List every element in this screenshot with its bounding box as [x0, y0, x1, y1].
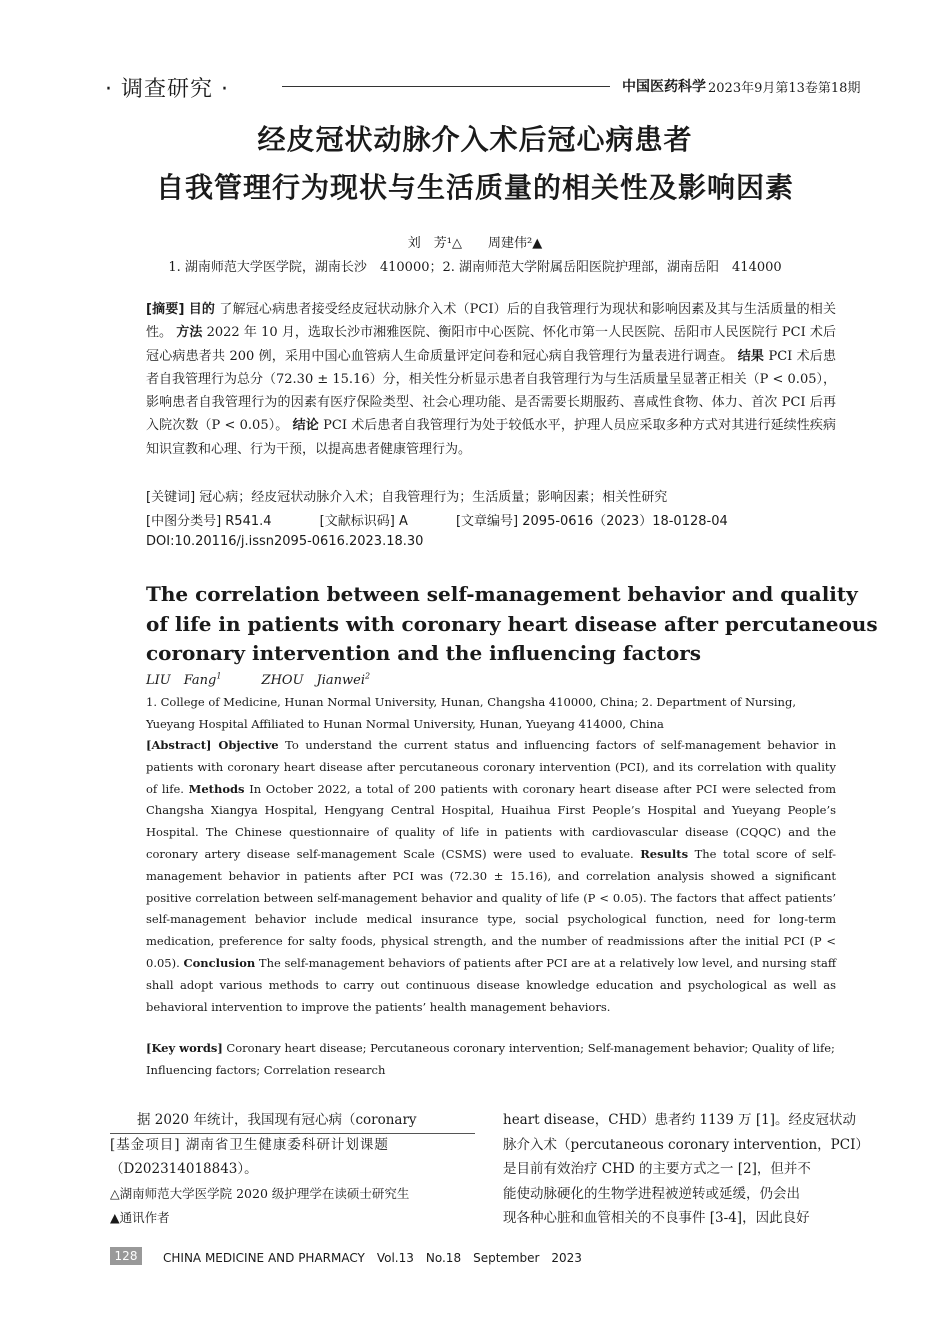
- body-right-line2: 脉介入术（percutaneous coronary intervention，PCI）: [503, 1136, 869, 1153]
- author1: LIU Fang: [146, 673, 217, 688]
- methods-text: 2022 年 10 月，选取长沙市湘雅医院、衡阳市中心医院、怀化市第一人民医院、岳阳市人民医院行 PCI 术后冠心病患者共 200 例，采用中国心血管病人生命质量评定问卷和冠心病自我管理行为量表进行调查。: [146, 325, 836, 364]
- title-cn-line2: 自我管理行为现状与生活质量的相关性及影响因素: [155, 171, 794, 204]
- keywords-label: [关键词]: [146, 490, 196, 505]
- keywords-en: [146, 1038, 836, 1082]
- page-number: 128: [110, 1247, 142, 1265]
- body-right-column: [503, 1108, 868, 1231]
- results-label: 结果: [737, 348, 765, 364]
- footnote-rule: [110, 1133, 475, 1134]
- abstract-cn: [146, 298, 836, 461]
- doc-code: [文献标识码] A: [319, 514, 408, 529]
- body-left-line1: 据 2020 年统计，我国现有冠心病（coronary: [110, 1112, 417, 1128]
- header-rule: [282, 86, 610, 87]
- title-en-line1: The correlation between self-management behavior and quality: [146, 582, 858, 606]
- section-label: · 调查研究 ·: [105, 77, 229, 102]
- body-right-line1: heart disease，CHD）患者约 1139 万 [1]。经皮冠状动: [503, 1112, 857, 1128]
- conclusion-text: PCI 术后患者自我管理行为处于较低水平，护理人员应采取多种方式对其进行延续性疾病知识宣教和心理、行为干预，以提高患者健康管理行为。: [146, 418, 836, 457]
- classification: [146, 510, 772, 529]
- article-number: [文章编号] 2095-0616（2023）18-0128-04: [455, 514, 728, 529]
- doi: DOI:10.20116/j.issn2095-0616.2023.18.30: [146, 534, 424, 549]
- title-en-line2: of life in patients with coronary heart disease after percutaneous: [146, 611, 878, 636]
- results-en: The total score of self-management behavior in patients after PCI was (72.30 ± 15.16), and correlation analysis showed a significant positive correlation between self-management behavior and quality of life (P < 0.05). The factors that affect patients’ self-management behavior include medical insurance type, social psychological function, need for long-term medication, preference for salty foods, physical strength, and the number of readmissions after the initial PCI (P < 0.05).: [146, 846, 836, 970]
- methods-en-label: Methods: [188, 781, 245, 796]
- methods-label: 方法: [176, 325, 203, 341]
- results-text: PCI 术后患者自我管理行为总分（72.30 ± 15.16）分，相关性分析显示患者自我管理行为与生活质量呈显著正相关（P < 0.05），影响患者自我管理行为的因素有医疗保险类型、社会心理功能、是否需要长期服药、喜咸性食物、体力、首次 PCI 后再入院次数（P < 0.05）。: [146, 348, 836, 434]
- issue-info: 2023年9月第13卷第18期: [708, 81, 861, 96]
- footnote-line2: ▲通讯作者: [110, 1210, 170, 1225]
- objective-label: 目的: [188, 302, 216, 317]
- body-right-line5: 现各种心脏和血管相关的不良事件 [3-4]，因此良好: [503, 1210, 810, 1226]
- title-en: [146, 580, 878, 669]
- journal-name: 中国医药科学: [622, 79, 706, 95]
- keywords-text: 冠心病；经皮冠状动脉介入术；自我管理行为；生活质量；影响因素；相关性研究: [199, 490, 668, 505]
- conclusion-label: 结论: [292, 418, 319, 434]
- body-right-line4: 能使动脉硬化的生物学进程被逆转或延缓，仍会出: [503, 1185, 800, 1202]
- abstract-label: [摘要]: [146, 302, 185, 317]
- authors-cn: 刘 芳¹△ 周建伟²▲: [407, 236, 543, 251]
- methods-en: In October 2022, a total of 200 patients with coronary heart disease after PCI were selected from Changsha Xiangya Hospital, Hengyang Central Hospital, Huaihua First People’s Hospital and Yueyang People’s Hospital. The Chinese questionnaire of quality of life in patients with cardiovascular disease (CQQC) and the coronary artery disease self-management Scale (CSMS) were used to evaluate.: [146, 781, 836, 861]
- author2: ZHOU Jianwei: [261, 673, 366, 688]
- title-en-line3: coronary intervention and the influencing factors: [146, 641, 701, 665]
- footer-journal: CHINA MEDICINE AND PHARMACY Vol.13 No.18 September 2023: [163, 1251, 582, 1265]
- objective-en: To understand the current status and influencing factors of self-management behavior in patients with coronary heart disease after percutaneous coronary intervention (PCI), and its correlation with quality of life.: [146, 738, 836, 796]
- abstract-en-label: [Abstract] Objective: [146, 738, 279, 752]
- author2-sup: 2: [365, 671, 371, 681]
- body-right-line3: 是目前有效治疗 CHD 的主要方式之一 [2]，但并不: [503, 1161, 811, 1177]
- abstract-en: [146, 735, 836, 1018]
- conclusion-en-label: Conclusion: [183, 955, 256, 970]
- clc-number: [中图分类号] R541.4: [146, 514, 272, 529]
- authors-en: [146, 669, 370, 688]
- objective-text: 了解冠心病患者接受经皮冠状动脉介入术（PCI）后的自我管理行为现状和影响因素及其与生活质量的相关性。: [146, 302, 836, 341]
- keywords-cn: [146, 486, 667, 505]
- body-left-column: [110, 1108, 475, 1231]
- affiliation-cn: 1. 湖南师范大学医学院，湖南长沙 410000；2. 湖南师范大学附属岳阳医院护理部，湖南岳阳 414000: [168, 260, 782, 275]
- keywords-en-label: [Key words]: [146, 1041, 223, 1055]
- author1-sup: 1: [216, 671, 222, 681]
- fund-line2: （D202314018843）。: [110, 1161, 258, 1177]
- title-cn-line1: 经皮冠状动脉介入术后冠心病患者: [257, 123, 693, 156]
- footnote-line1: △湖南师范大学医学院 2020 级护理学在读硕士研究生: [110, 1185, 410, 1201]
- results-en-label: Results: [640, 846, 689, 861]
- fund-line1: [基金项目] 湖南省卫生健康委科研计划课题: [110, 1136, 389, 1153]
- keywords-en-text: Coronary heart disease; Percutaneous coronary intervention; Self-management behavior; Quality of life; Influencing factors; Correlation research: [146, 1041, 835, 1077]
- affiliation-en: 1. College of Medicine, Hunan Normal University, Hunan, Changsha 410000, China; 2. Department of Nursing, Yueyang Hospital Affiliated to Hunan Normal University, Hunan, Yueyang 414000, China: [146, 695, 796, 731]
- conclusion-en: The self-management behaviors of patients after PCI are at a relatively low level, and nursing staff shall adopt various methods to carry out continuous disease knowledge education and psychological as well as behavioral intervention to improve the patients’ health management behaviors.: [146, 955, 836, 1014]
